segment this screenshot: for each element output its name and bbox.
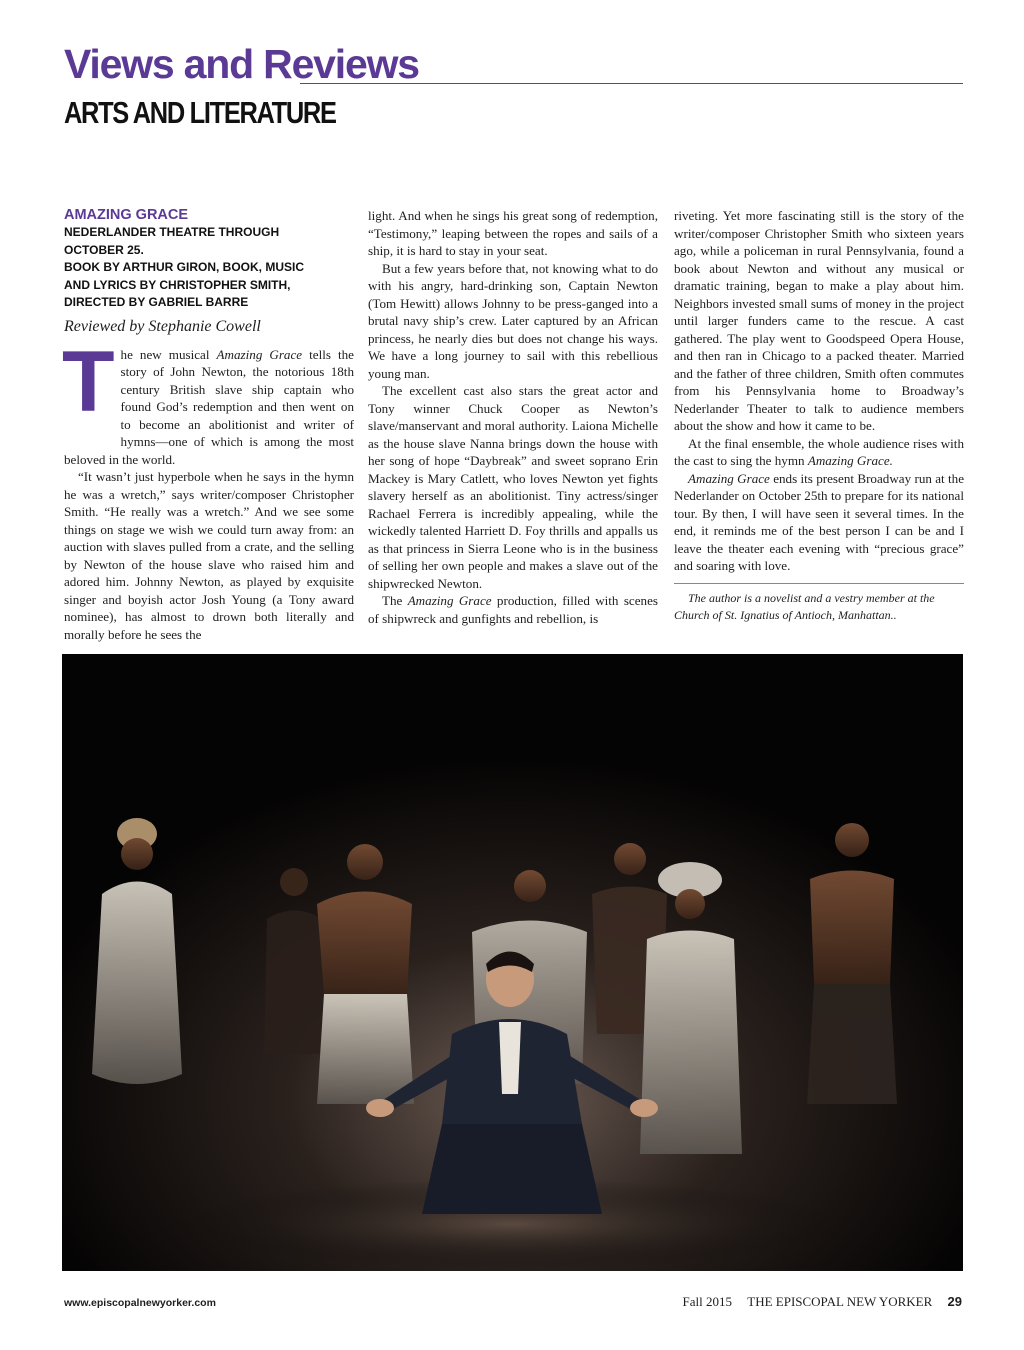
byline: Reviewed by Stephanie Cowell xyxy=(64,317,261,335)
body-paragraph: riveting. Yet more fascinating still is the story of the writer/composer Christopher Smith who sixteen years ago, while a policeman in rural Pennsylvania, found a book about Newton and without any musical or dramatic training, began to make a play about him. Neighbors invested small sums of money in the project until larger funders came to the rescue. A cast gathered. The play went to Goodspeed Opera House, and then ran in Chicago to a packed theater. Married and the father of three children, Smith often commutes from his Pennsylvania home to Broadway’s Nederlander Theater to talk to audience members about the show and how it came to be. xyxy=(674,208,964,433)
note-divider xyxy=(674,583,964,584)
body-paragraph: light. And when he sings his great song of redemption, “Testimony,” leaping between the ropes and sails of a ship, it is hard to stay in your seat. xyxy=(368,208,658,258)
author-note: The author is a novelist and a vestry member at the Church of St. Ignatius of Antioch, Manhattan.. xyxy=(674,590,935,622)
drop-cap: T xyxy=(62,333,115,430)
body-paragraph xyxy=(674,435,964,470)
section-subtitle: ARTS AND LITERATURE xyxy=(64,95,336,130)
title-rule xyxy=(300,83,963,84)
footer-issue-info xyxy=(671,1294,962,1310)
text-run: tells the story of John Newton, the notorious 18th century British slave ship captain who found God’s redemption and then went on to become an abolitionist and writer of hymns—one of which is among the most beloved in the world. xyxy=(64,346,354,467)
italic-title: Amazing Grace xyxy=(216,346,303,362)
text-run: he new musical xyxy=(120,346,217,362)
text-run: At the final ensemble, the whole audience rises with the cast to sing the hymn xyxy=(674,435,964,468)
issue-date: Fall 2015 xyxy=(682,1294,732,1309)
text-run: The xyxy=(382,593,408,608)
text-run: ends its present Broadway run at the Nederlander on October 25th to prepare for its national tour. By then, I will have seen it several times. In the end, it reminds me of the best person I can be and I leave the theater each evening with “precious grace” and soaring with love. xyxy=(674,470,964,573)
body-paragraph: But a few years before that, not knowing what to do with his angry, hard-drinking son, Captain Newton (Tom Hewitt) allows Johnny to be press-ganged into a brutal navy ship’s crew. Later captured by an African princess, he nearly dies but does not change his ways. We have a long journey to sail with this rebellious young man. xyxy=(368,260,658,381)
body-paragraph: The excellent cast also stars the great actor and Tony winner Chuck Cooper as Newton’s slave/manservant and moral authority. Laiona Michelle as the house slave Nanna brings down the house with her song of hope “Daybreak” and sweet soprano Erin Mackey is Mary Catlett, who loves Newton yet fights slavery herself as an abolitionist. Tiny actress/singer Rachael Ferrera is incredibly appealing, while the wickedly talented Harriett D. Foy thrills and appalls us as that princess in Sierra Leone who is in the business of selling her own people and makes a slave out of the shipwrecked Newton. xyxy=(368,383,658,591)
show-credits xyxy=(64,224,354,312)
page-number: 29 xyxy=(947,1294,962,1309)
section-title: Views and Reviews xyxy=(64,41,419,87)
italic-title: Amazing Grace. xyxy=(807,453,893,468)
body-paragraph xyxy=(62,333,354,469)
italic-title: Amazing Grace xyxy=(688,470,770,486)
credit-line: BOOK BY ARTHUR GIRON, BOOK, MUSIC xyxy=(64,260,305,274)
show-title: AMAZING GRACE xyxy=(64,207,189,223)
italic-title: Amazing Grace xyxy=(407,593,492,608)
body-paragraph xyxy=(368,592,658,627)
credit-line: DIRECTED BY GABRIEL BARRE xyxy=(64,295,249,309)
credit-line: NEDERLANDER THEATRE THROUGH xyxy=(64,225,280,239)
article-column-3 xyxy=(674,207,964,624)
article-column-2 xyxy=(368,207,658,627)
body-paragraph: “It wasn’t just hyperbole when he says in the hymn he was a wretch,” says writer/composer Christopher Smith. “He really was a wretch.” And we see some things on stage we wish we could turn away from: an auction with slaves pulled from a crate, and the selling by Newton of the house slave who raised him and adored him. Johnny Newton, as played by exquisite singer and boyish actor Josh Young (a Tony award nominee), has almost to drown both literally and morally before he sees the xyxy=(64,469,354,642)
footer-url[interactable]: www.episcopalnewyorker.com xyxy=(64,1297,216,1309)
stage-photo-illustration xyxy=(62,654,963,1271)
stage-production-photo xyxy=(62,654,963,1271)
credit-line: OCTOBER 25. xyxy=(64,242,144,257)
article-column-1 xyxy=(64,207,354,643)
credit-line: AND LYRICS BY CHRISTOPHER SMITH, xyxy=(64,277,291,292)
text-run: production, filled with scenes of shipwreck and gunfights and rebellion, is xyxy=(368,593,658,626)
body-paragraph xyxy=(674,470,964,575)
publication-name: THE EPISCOPAL NEW YORKER xyxy=(747,1294,933,1309)
